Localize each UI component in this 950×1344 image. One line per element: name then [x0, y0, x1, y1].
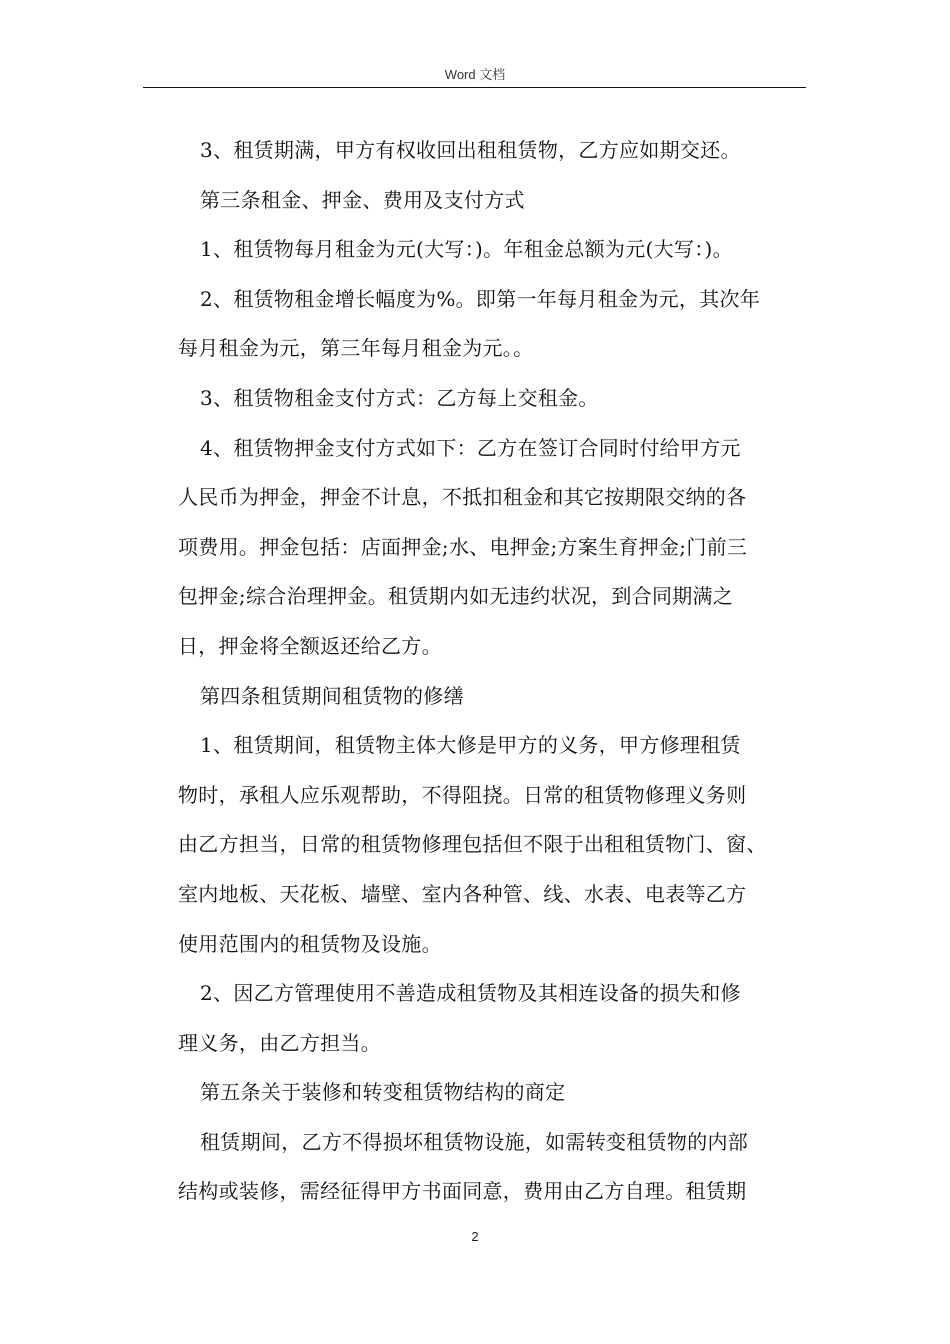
paragraph-line: 3、租赁期满，甲方有权收回出租租赁物，乙方应如期交还。 — [200, 138, 741, 162]
paragraph-line: 日，押金将全额返还给乙方。 — [178, 633, 442, 658]
paragraph-line: 每月租金为元，第三年每月租金为元。。 — [178, 336, 534, 361]
paragraph-line: 4、租赁物押金支付方式如下：乙方在签订合同时付给甲方元 — [200, 435, 741, 460]
paragraph-line: 第三条租金、押金、费用及支付方式 — [200, 187, 525, 212]
paragraph-line: 理义务，由乙方担当。 — [178, 1030, 381, 1055]
paragraph-line: 使用范围内的租赁物及设施。 — [178, 931, 442, 956]
paragraph-line: 1、租赁物每月租金为元(大写：)。年租金总额为元(大写：)。 — [200, 237, 733, 262]
paragraph-line: 第四条租赁期间租赁物的修缮 — [200, 683, 464, 708]
paragraph-line: 2、租赁物租金增长幅度为%。即第一年每月租金为元，其次年 — [200, 286, 761, 311]
paragraph-line: 1、租赁期间，租赁物主体大修是甲方的义务，甲方修理租赁 — [200, 733, 741, 758]
paragraph-line: 由乙方担当，日常的租赁物修理包括但不限于出租租赁物门、窗、 — [178, 832, 767, 857]
paragraph-line: 2、因乙方管理使用不善造成租赁物及其相连设备的损失和修 — [200, 981, 741, 1006]
page-header: Word 文档 — [444, 67, 506, 82]
page-number: 2 — [471, 1229, 479, 1244]
paragraph-line: 3、租赁物租金支付方式：乙方每上交租金。 — [200, 385, 599, 410]
paragraph-line: 包押金;综合治理押金。租赁期内如无违约状况，到合同期满之 — [178, 584, 734, 609]
paragraph-line: 结构或装修，需经征得甲方书面同意，费用由乙方自理。租赁期 — [178, 1179, 747, 1204]
paragraph-line: 室内地板、天花板、墙壁、室内各种管、线、水表、电表等乙方 — [178, 881, 747, 906]
header-divider — [143, 87, 806, 88]
paragraph-line: 人民币为押金，押金不计息，不抵扣租金和其它按期限交纳的各 — [178, 485, 747, 510]
paragraph-line: 租赁期间，乙方不得损坏租赁物设施，如需转变租赁物的内部 — [200, 1129, 749, 1154]
paragraph-line: 物时，承租人应乐观帮助，不得阻挠。日常的租赁物修理义务则 — [178, 782, 747, 807]
paragraph-line: 第五条关于装修和转变租赁物结构的商定 — [200, 1080, 566, 1105]
paragraph-line: 项费用。押金包括：店面押金;水、电押金;方案生育押金;门前三 — [178, 534, 748, 559]
document-body — [178, 126, 818, 1217]
